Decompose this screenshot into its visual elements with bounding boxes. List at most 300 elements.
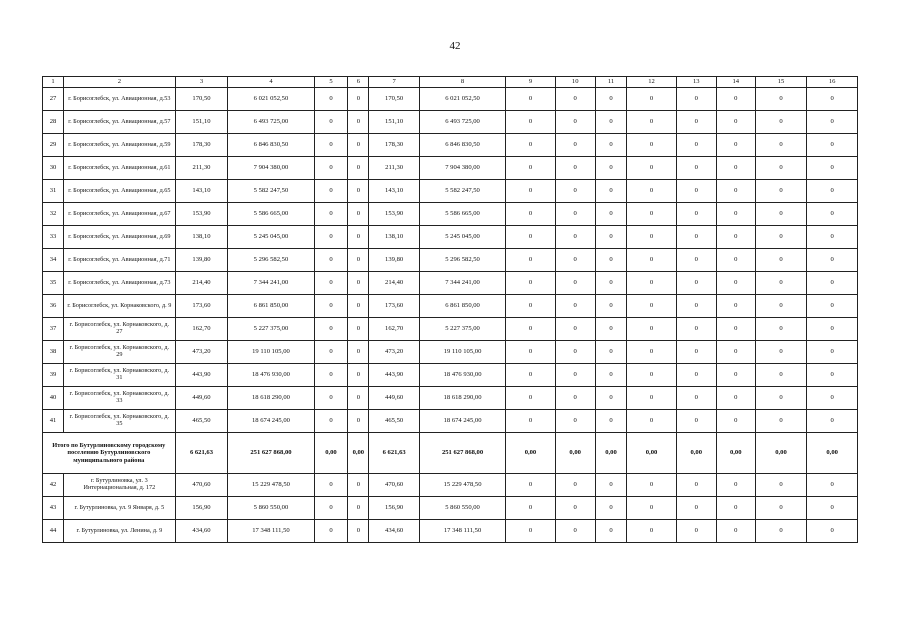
- cost-2-cell: 6 493 725,00: [419, 111, 505, 134]
- col-12-cell: 0: [627, 157, 676, 180]
- col-15-cell: 0: [755, 497, 807, 520]
- col-10-cell: 0: [555, 341, 595, 364]
- area-cell: 214,40: [175, 272, 228, 295]
- table-row: [43, 341, 858, 364]
- row-number-cell: 44: [43, 520, 64, 543]
- col-5-cell: 0: [314, 318, 348, 341]
- row-number-cell: 42: [43, 474, 64, 497]
- col-14-cell: 0: [716, 203, 755, 226]
- col-9-cell: 0: [506, 295, 555, 318]
- column-number: 9: [506, 77, 555, 88]
- col-12-cell: 0: [627, 88, 676, 111]
- col-5-cell: 0: [314, 272, 348, 295]
- col-5-cell: 0: [314, 226, 348, 249]
- row-number-cell: 35: [43, 272, 64, 295]
- col-5-cell: 0: [314, 134, 348, 157]
- cost-2-cell: 18 618 290,00: [419, 387, 505, 410]
- col-11-cell: 0: [595, 226, 627, 249]
- area-cell: 151,10: [175, 111, 228, 134]
- col-9-cell: 0: [506, 249, 555, 272]
- col-10-cell: 0: [555, 157, 595, 180]
- address-cell: г. Бутурлиновка, ул. 3 Интернациональная, д. 172: [64, 474, 176, 497]
- col-15-cell: 0: [755, 88, 807, 111]
- col-14-cell: 0: [716, 295, 755, 318]
- table-row: [43, 249, 858, 272]
- col-14-cell: 0: [716, 272, 755, 295]
- area-2-cell: 138,10: [369, 226, 420, 249]
- column-number-row: [43, 77, 858, 88]
- table-row: [43, 474, 858, 497]
- col-10-cell: 0: [555, 410, 595, 433]
- col-9-cell: 0: [506, 272, 555, 295]
- address-cell: г. Борисоглебск, ул. Корнаковского, д. 29: [64, 341, 176, 364]
- col-11-cell: 0: [595, 318, 627, 341]
- table-row: [43, 134, 858, 157]
- col-6-cell: 0: [348, 88, 369, 111]
- col-14-cell: 0: [716, 134, 755, 157]
- col-11-cell: 0: [595, 111, 627, 134]
- area-2-cell: 214,40: [369, 272, 420, 295]
- table-row: [43, 295, 858, 318]
- address-cell: г. Борисоглебск, ул. Корнаковского, д. 31: [64, 364, 176, 387]
- total-area-2-cell: 6 621,63: [369, 433, 420, 474]
- row-number-cell: 36: [43, 295, 64, 318]
- col-13-cell: 0: [676, 272, 716, 295]
- area-2-cell: 170,50: [369, 88, 420, 111]
- col-16-cell: 0: [807, 203, 858, 226]
- col-15-cell: 0: [755, 226, 807, 249]
- total-col-12-cell: 0,00: [627, 433, 676, 474]
- address-cell: г. Борисоглебск, ул. Корнаковского, д. 9: [64, 295, 176, 318]
- col-10-cell: 0: [555, 134, 595, 157]
- total-area-cell: 6 621,63: [175, 433, 228, 474]
- col-12-cell: 0: [627, 295, 676, 318]
- col-14-cell: 0: [716, 520, 755, 543]
- col-14-cell: 0: [716, 387, 755, 410]
- area-2-cell: 162,70: [369, 318, 420, 341]
- column-number: 14: [716, 77, 755, 88]
- col-14-cell: 0: [716, 180, 755, 203]
- area-cell: 162,70: [175, 318, 228, 341]
- col-11-cell: 0: [595, 88, 627, 111]
- col-6-cell: 0: [348, 318, 369, 341]
- col-11-cell: 0: [595, 410, 627, 433]
- col-13-cell: 0: [676, 318, 716, 341]
- col-9-cell: 0: [506, 410, 555, 433]
- cost-2-cell: 19 110 105,00: [419, 341, 505, 364]
- area-cell: 138,10: [175, 226, 228, 249]
- col-13-cell: 0: [676, 226, 716, 249]
- cost-cell: 7 344 241,00: [228, 272, 314, 295]
- total-row: [43, 433, 858, 474]
- address-cell: г. Борисоглебск, ул. Корнаковского, д. 27: [64, 318, 176, 341]
- col-6-cell: 0: [348, 134, 369, 157]
- col-15-cell: 0: [755, 157, 807, 180]
- row-number-cell: 43: [43, 497, 64, 520]
- address-cell: г. Борисоглебск, ул. Авиационная, д.73: [64, 272, 176, 295]
- col-9-cell: 0: [506, 111, 555, 134]
- col-15-cell: 0: [755, 203, 807, 226]
- total-col-14-cell: 0,00: [716, 433, 755, 474]
- row-number-cell: 27: [43, 88, 64, 111]
- col-5-cell: 0: [314, 387, 348, 410]
- col-11-cell: 0: [595, 364, 627, 387]
- col-6-cell: 0: [348, 111, 369, 134]
- col-10-cell: 0: [555, 474, 595, 497]
- table-row: [43, 318, 858, 341]
- col-16-cell: 0: [807, 180, 858, 203]
- col-16-cell: 0: [807, 88, 858, 111]
- col-11-cell: 0: [595, 203, 627, 226]
- col-6-cell: 0: [348, 520, 369, 543]
- col-6-cell: 0: [348, 410, 369, 433]
- col-12-cell: 0: [627, 111, 676, 134]
- total-col-16-cell: 0,00: [807, 433, 858, 474]
- col-5-cell: 0: [314, 364, 348, 387]
- cost-cell: 18 674 245,00: [228, 410, 314, 433]
- area-cell: 470,60: [175, 474, 228, 497]
- table-row: [43, 226, 858, 249]
- col-13-cell: 0: [676, 180, 716, 203]
- col-12-cell: 0: [627, 520, 676, 543]
- col-5-cell: 0: [314, 474, 348, 497]
- col-10-cell: 0: [555, 111, 595, 134]
- cost-cell: 6 846 830,50: [228, 134, 314, 157]
- cost-cell: 5 245 045,00: [228, 226, 314, 249]
- table-body: [43, 77, 858, 543]
- col-13-cell: 0: [676, 134, 716, 157]
- col-9-cell: 0: [506, 364, 555, 387]
- total-cost-cell: 251 627 868,00: [228, 433, 314, 474]
- col-14-cell: 0: [716, 341, 755, 364]
- col-12-cell: 0: [627, 410, 676, 433]
- col-12-cell: 0: [627, 134, 676, 157]
- col-10-cell: 0: [555, 226, 595, 249]
- col-14-cell: 0: [716, 474, 755, 497]
- col-5-cell: 0: [314, 180, 348, 203]
- column-number: 15: [755, 77, 807, 88]
- total-cost-2-cell: 251 627 868,00: [419, 433, 505, 474]
- col-16-cell: 0: [807, 341, 858, 364]
- col-16-cell: 0: [807, 318, 858, 341]
- column-number: 4: [228, 77, 314, 88]
- total-label: Итого по Бутурлиновскому городскому поселению Бутурлиновского муниципального района: [43, 433, 176, 474]
- col-9-cell: 0: [506, 387, 555, 410]
- col-15-cell: 0: [755, 134, 807, 157]
- table-row: [43, 387, 858, 410]
- cost-cell: 17 348 111,50: [228, 520, 314, 543]
- col-15-cell: 0: [755, 295, 807, 318]
- col-13-cell: 0: [676, 410, 716, 433]
- col-13-cell: 0: [676, 474, 716, 497]
- col-5-cell: 0: [314, 295, 348, 318]
- area-cell: 170,50: [175, 88, 228, 111]
- cost-cell: 18 476 930,00: [228, 364, 314, 387]
- area-2-cell: 211,30: [369, 157, 420, 180]
- col-6-cell: 0: [348, 364, 369, 387]
- col-6-cell: 0: [348, 272, 369, 295]
- col-10-cell: 0: [555, 387, 595, 410]
- col-16-cell: 0: [807, 226, 858, 249]
- col-16-cell: 0: [807, 249, 858, 272]
- cost-2-cell: 5 296 582,50: [419, 249, 505, 272]
- area-2-cell: 465,50: [369, 410, 420, 433]
- row-number-cell: 38: [43, 341, 64, 364]
- col-14-cell: 0: [716, 157, 755, 180]
- cost-cell: 5 582 247,50: [228, 180, 314, 203]
- area-2-cell: 151,10: [369, 111, 420, 134]
- row-number-cell: 41: [43, 410, 64, 433]
- col-14-cell: 0: [716, 249, 755, 272]
- col-16-cell: 0: [807, 410, 858, 433]
- total-col-11-cell: 0,00: [595, 433, 627, 474]
- column-number: 7: [369, 77, 420, 88]
- page-number: 42: [449, 40, 461, 52]
- cost-2-cell: 6 846 830,50: [419, 134, 505, 157]
- col-13-cell: 0: [676, 111, 716, 134]
- cost-2-cell: 6 021 052,50: [419, 88, 505, 111]
- address-cell: г. Борисоглебск, ул. Авиационная, д.59: [64, 134, 176, 157]
- col-14-cell: 0: [716, 364, 755, 387]
- col-15-cell: 0: [755, 249, 807, 272]
- total-col-15-cell: 0,00: [755, 433, 807, 474]
- column-number: 16: [807, 77, 858, 88]
- col-5-cell: 0: [314, 157, 348, 180]
- col-11-cell: 0: [595, 157, 627, 180]
- col-5-cell: 0: [314, 111, 348, 134]
- register-table: [42, 76, 858, 543]
- col-16-cell: 0: [807, 134, 858, 157]
- col-14-cell: 0: [716, 88, 755, 111]
- col-11-cell: 0: [595, 249, 627, 272]
- col-13-cell: 0: [676, 341, 716, 364]
- col-5-cell: 0: [314, 341, 348, 364]
- row-number-cell: 40: [43, 387, 64, 410]
- cost-2-cell: 18 476 930,00: [419, 364, 505, 387]
- col-15-cell: 0: [755, 387, 807, 410]
- table-row: [43, 111, 858, 134]
- col-9-cell: 0: [506, 341, 555, 364]
- col-6-cell: 0: [348, 387, 369, 410]
- total-col-6-cell: 0,00: [348, 433, 369, 474]
- row-number-cell: 39: [43, 364, 64, 387]
- col-11-cell: 0: [595, 387, 627, 410]
- col-14-cell: 0: [716, 497, 755, 520]
- total-col-13-cell: 0,00: [676, 433, 716, 474]
- area-cell: 449,60: [175, 387, 228, 410]
- area-2-cell: 178,30: [369, 134, 420, 157]
- area-2-cell: 143,10: [369, 180, 420, 203]
- col-11-cell: 0: [595, 272, 627, 295]
- col-5-cell: 0: [314, 520, 348, 543]
- area-cell: 178,30: [175, 134, 228, 157]
- cost-2-cell: 7 344 241,00: [419, 272, 505, 295]
- col-12-cell: 0: [627, 364, 676, 387]
- col-9-cell: 0: [506, 318, 555, 341]
- total-col-10-cell: 0,00: [555, 433, 595, 474]
- col-12-cell: 0: [627, 474, 676, 497]
- table-row: [43, 364, 858, 387]
- col-13-cell: 0: [676, 88, 716, 111]
- col-10-cell: 0: [555, 364, 595, 387]
- area-2-cell: 473,20: [369, 341, 420, 364]
- col-10-cell: 0: [555, 520, 595, 543]
- col-10-cell: 0: [555, 318, 595, 341]
- table-row: [43, 497, 858, 520]
- row-number-cell: 28: [43, 111, 64, 134]
- area-cell: 465,50: [175, 410, 228, 433]
- col-13-cell: 0: [676, 203, 716, 226]
- address-cell: г. Борисоглебск, ул. Авиационная, д.61: [64, 157, 176, 180]
- col-6-cell: 0: [348, 497, 369, 520]
- col-16-cell: 0: [807, 272, 858, 295]
- col-9-cell: 0: [506, 180, 555, 203]
- col-10-cell: 0: [555, 272, 595, 295]
- address-cell: г. Борисоглебск, ул. Авиационная, д.67: [64, 203, 176, 226]
- col-9-cell: 0: [506, 157, 555, 180]
- col-11-cell: 0: [595, 497, 627, 520]
- cost-2-cell: 6 861 850,00: [419, 295, 505, 318]
- row-number-cell: 33: [43, 226, 64, 249]
- col-12-cell: 0: [627, 203, 676, 226]
- col-6-cell: 0: [348, 203, 369, 226]
- column-number: 6: [348, 77, 369, 88]
- col-10-cell: 0: [555, 180, 595, 203]
- col-6-cell: 0: [348, 226, 369, 249]
- col-16-cell: 0: [807, 157, 858, 180]
- table-row: [43, 203, 858, 226]
- col-5-cell: 0: [314, 249, 348, 272]
- area-cell: 153,90: [175, 203, 228, 226]
- cost-cell: 6 861 850,00: [228, 295, 314, 318]
- cost-2-cell: 5 227 375,00: [419, 318, 505, 341]
- column-number: 3: [175, 77, 228, 88]
- col-12-cell: 0: [627, 318, 676, 341]
- col-6-cell: 0: [348, 295, 369, 318]
- col-13-cell: 0: [676, 387, 716, 410]
- area-2-cell: 173,60: [369, 295, 420, 318]
- col-6-cell: 0: [348, 180, 369, 203]
- area-2-cell: 156,90: [369, 497, 420, 520]
- col-9-cell: 0: [506, 226, 555, 249]
- cost-cell: 6 021 052,50: [228, 88, 314, 111]
- address-cell: г. Борисоглебск, ул. Авиационная, д.71: [64, 249, 176, 272]
- cost-2-cell: 5 582 247,50: [419, 180, 505, 203]
- table-row: [43, 410, 858, 433]
- table-row: [43, 272, 858, 295]
- column-number: 11: [595, 77, 627, 88]
- col-13-cell: 0: [676, 364, 716, 387]
- col-6-cell: 0: [348, 474, 369, 497]
- cost-2-cell: 18 674 245,00: [419, 410, 505, 433]
- row-number-cell: 34: [43, 249, 64, 272]
- col-16-cell: 0: [807, 387, 858, 410]
- cost-cell: 15 229 478,50: [228, 474, 314, 497]
- table-row: [43, 88, 858, 111]
- cost-cell: 5 586 665,00: [228, 203, 314, 226]
- row-number-cell: 29: [43, 134, 64, 157]
- col-12-cell: 0: [627, 341, 676, 364]
- col-16-cell: 0: [807, 111, 858, 134]
- col-12-cell: 0: [627, 387, 676, 410]
- col-14-cell: 0: [716, 226, 755, 249]
- address-cell: г. Бутурлиновка, ул. Ленина, д. 9: [64, 520, 176, 543]
- col-15-cell: 0: [755, 520, 807, 543]
- cost-cell: 5 227 375,00: [228, 318, 314, 341]
- col-16-cell: 0: [807, 474, 858, 497]
- col-15-cell: 0: [755, 410, 807, 433]
- col-10-cell: 0: [555, 295, 595, 318]
- area-cell: 173,60: [175, 295, 228, 318]
- col-16-cell: 0: [807, 520, 858, 543]
- col-6-cell: 0: [348, 157, 369, 180]
- cost-2-cell: 5 245 045,00: [419, 226, 505, 249]
- col-13-cell: 0: [676, 157, 716, 180]
- row-number-cell: 30: [43, 157, 64, 180]
- col-10-cell: 0: [555, 497, 595, 520]
- column-number: 13: [676, 77, 716, 88]
- area-2-cell: 139,80: [369, 249, 420, 272]
- cost-cell: 5 860 550,00: [228, 497, 314, 520]
- area-cell: 443,90: [175, 364, 228, 387]
- row-number-cell: 37: [43, 318, 64, 341]
- total-col-9-cell: 0,00: [506, 433, 555, 474]
- col-14-cell: 0: [716, 410, 755, 433]
- address-cell: г. Борисоглебск, ул. Корнаковского, д. 35: [64, 410, 176, 433]
- col-6-cell: 0: [348, 249, 369, 272]
- area-cell: 156,90: [175, 497, 228, 520]
- row-number-cell: 32: [43, 203, 64, 226]
- col-5-cell: 0: [314, 410, 348, 433]
- col-9-cell: 0: [506, 88, 555, 111]
- table-row: [43, 157, 858, 180]
- col-12-cell: 0: [627, 497, 676, 520]
- col-15-cell: 0: [755, 272, 807, 295]
- row-number-cell: 31: [43, 180, 64, 203]
- area-cell: 143,10: [175, 180, 228, 203]
- col-15-cell: 0: [755, 180, 807, 203]
- col-13-cell: 0: [676, 520, 716, 543]
- cost-2-cell: 5 860 550,00: [419, 497, 505, 520]
- col-11-cell: 0: [595, 180, 627, 203]
- col-12-cell: 0: [627, 249, 676, 272]
- col-11-cell: 0: [595, 134, 627, 157]
- cost-cell: 18 618 290,00: [228, 387, 314, 410]
- column-number: 5: [314, 77, 348, 88]
- col-13-cell: 0: [676, 295, 716, 318]
- col-14-cell: 0: [716, 111, 755, 134]
- column-number: 10: [555, 77, 595, 88]
- col-5-cell: 0: [314, 203, 348, 226]
- col-13-cell: 0: [676, 249, 716, 272]
- address-cell: г. Борисоглебск, ул. Авиационная, д.53: [64, 88, 176, 111]
- address-cell: г. Борисоглебск, ул. Авиационная, д.57: [64, 111, 176, 134]
- col-9-cell: 0: [506, 474, 555, 497]
- col-16-cell: 0: [807, 295, 858, 318]
- address-cell: г. Борисоглебск, ул. Корнаковского, д. 33: [64, 387, 176, 410]
- col-16-cell: 0: [807, 497, 858, 520]
- cost-2-cell: 5 586 665,00: [419, 203, 505, 226]
- area-cell: 434,60: [175, 520, 228, 543]
- column-number: 12: [627, 77, 676, 88]
- col-12-cell: 0: [627, 272, 676, 295]
- cost-cell: 19 110 105,00: [228, 341, 314, 364]
- col-9-cell: 0: [506, 134, 555, 157]
- col-14-cell: 0: [716, 318, 755, 341]
- area-2-cell: 443,90: [369, 364, 420, 387]
- col-9-cell: 0: [506, 520, 555, 543]
- cost-2-cell: 17 348 111,50: [419, 520, 505, 543]
